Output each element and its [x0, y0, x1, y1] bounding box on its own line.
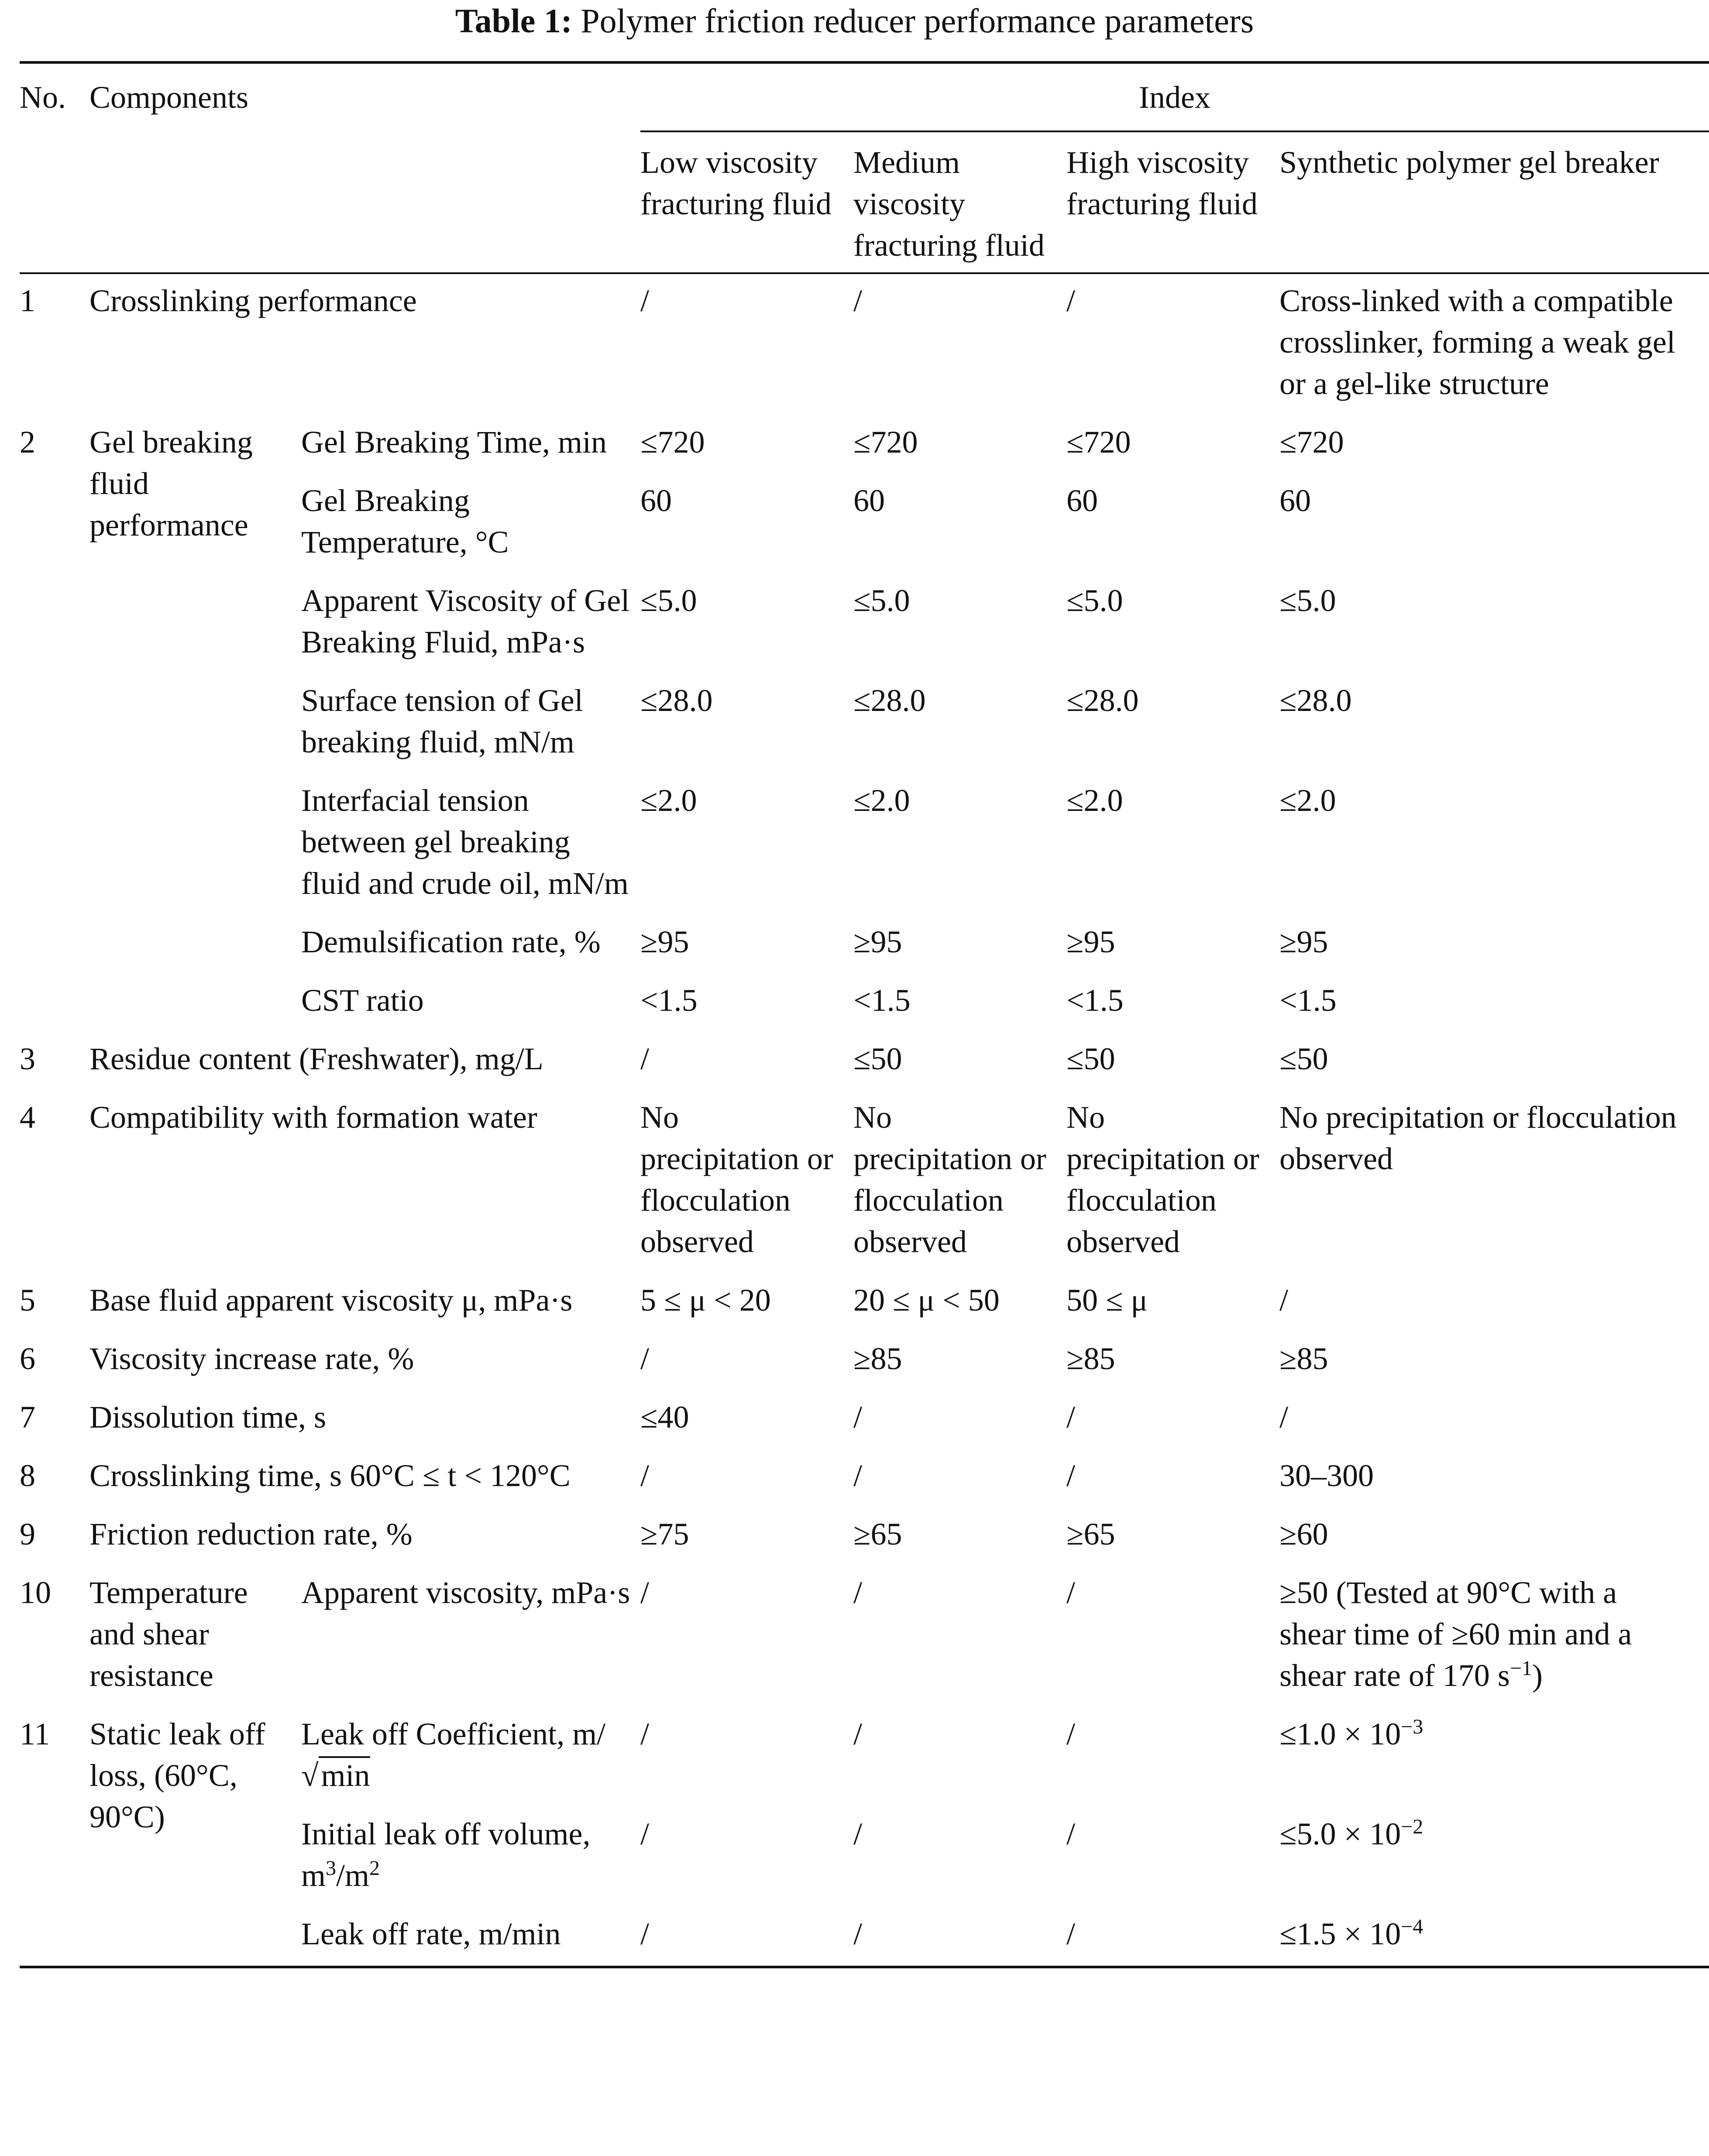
component-name: Crosslinking time, s 60°C ≤ t < 120°C: [89, 1458, 571, 1493]
sqrt-symbol: √: [301, 1758, 319, 1793]
value-medium: [853, 574, 1066, 674]
value-synthetic: [1279, 273, 1709, 415]
component-item-text: Leak off Coefficient, m/: [301, 1717, 606, 1751]
cell-text: <1.5: [640, 983, 698, 1018]
component-item: [301, 574, 640, 674]
cell-text: ≥60: [1279, 1517, 1328, 1552]
component-name: Residue content (Freshwater), mg/L: [89, 1041, 543, 1076]
value-high: [1066, 1707, 1279, 1807]
header-no: No.: [20, 80, 66, 115]
value-low: [640, 574, 853, 674]
value-low: [640, 1707, 853, 1807]
cell-text: ≤720: [640, 425, 705, 460]
component-name: Viscosity increase rate, %: [89, 1341, 414, 1376]
cell-text: /: [640, 1458, 650, 1493]
row-number: 3: [20, 1041, 35, 1076]
value-medium: [853, 915, 1066, 974]
cell-text: ≤50: [853, 1041, 902, 1076]
superscript: 3: [326, 1857, 337, 1880]
row-number: [20, 974, 89, 1032]
value-synthetic: [1279, 974, 1709, 1032]
cell-text: /: [1279, 1400, 1289, 1435]
value-synthetic: [1279, 474, 1709, 574]
cell-text: ≥95: [1279, 924, 1328, 959]
value-low: [640, 774, 853, 915]
header-components: Components: [89, 80, 249, 115]
cell-text: /: [640, 1041, 650, 1076]
table-row: [20, 415, 1709, 474]
header-col-high: High viscosity fracturing fluid: [1066, 145, 1258, 221]
cell-text: /: [1066, 1400, 1076, 1435]
superscript: −4: [1401, 1915, 1424, 1938]
cell-text: /: [640, 1341, 650, 1376]
row-number: 2: [20, 425, 35, 460]
cell-text: ≤50: [1066, 1041, 1115, 1076]
header-col-low: Low viscosity fracturing fluid: [640, 145, 832, 221]
value-medium: [853, 1807, 1066, 1907]
row-number: 8: [20, 1458, 35, 1493]
cell-text: ≥95: [853, 924, 902, 959]
component-item: [301, 674, 640, 774]
cell-text: /: [640, 1916, 650, 1951]
value-high: [1066, 1032, 1279, 1091]
table-caption-title: Polymer friction reducer performance parameters: [581, 2, 1254, 40]
component-item-text: Apparent viscosity, mPa·s: [301, 1575, 630, 1610]
value-high: [1066, 574, 1279, 674]
value-high: [1066, 1907, 1279, 1967]
cell-text: ≤720: [853, 425, 918, 460]
value-medium: [853, 1390, 1066, 1449]
cell-text: ≥85: [1279, 1341, 1328, 1376]
table-caption-label: Table 1:: [455, 2, 572, 40]
value-low: [640, 1091, 853, 1274]
value-low: [640, 974, 853, 1032]
value-high: [1066, 674, 1279, 774]
cell-text: ≥95: [640, 924, 689, 959]
cell-text: ≤2.0: [853, 783, 910, 818]
component-item: [301, 1807, 640, 1907]
value-synthetic: [1279, 1032, 1709, 1091]
cell-text: No precipitation or flocculation observed: [1279, 1100, 1677, 1176]
cell-text: ≤720: [1279, 425, 1344, 460]
component-item-text: Apparent Viscosity of Gel Breaking Fluid, mPa·s: [301, 583, 630, 659]
value-synthetic: [1279, 1566, 1709, 1707]
table-row: [20, 1390, 1709, 1449]
row-number: [20, 915, 89, 974]
cell-text: /: [1066, 1575, 1076, 1610]
component-item-text: CST ratio: [301, 983, 424, 1018]
value-synthetic: [1279, 1449, 1709, 1507]
table-row: [20, 1507, 1709, 1566]
superscript: −1: [1510, 1657, 1532, 1680]
row-number: [20, 674, 89, 774]
table-row: [20, 1332, 1709, 1390]
component-item-text: Gel Breaking Temperature, °C: [301, 483, 509, 560]
cell-text: ≥65: [853, 1517, 902, 1552]
cell-text: ≤2.0: [1066, 783, 1123, 818]
cell-text: /: [853, 1816, 863, 1851]
cell-text: ≤5.0: [853, 583, 910, 618]
component-item: [301, 415, 640, 474]
cell-text: 30–300: [1279, 1458, 1374, 1493]
value-low: [640, 273, 853, 415]
cell-text: ≤720: [1066, 425, 1131, 460]
component-item-text: Surface tension of Gel breaking fluid, mN/m: [301, 683, 583, 759]
cell-text: Cross-linked with a compatible crosslinker, forming a weak gel or a gel-like structure: [1279, 283, 1675, 401]
cell-text: ≥85: [1066, 1341, 1115, 1376]
superscript: −3: [1401, 1715, 1424, 1738]
cell-text: ≥50 (Tested at 90°C with a shear time of ≥60 min and a shear rate of 170 s: [1279, 1575, 1632, 1693]
cell-text: /: [640, 1575, 650, 1610]
value-synthetic: [1279, 1907, 1709, 1967]
component-name: Dissolution time, s: [89, 1400, 327, 1435]
row-number: 7: [20, 1400, 35, 1435]
cell-text: No precipitation or flocculation observed: [1066, 1100, 1259, 1259]
value-synthetic: [1279, 1332, 1709, 1390]
cell-text: 5 ≤ μ < 20: [640, 1283, 771, 1318]
cell-text: /: [1066, 1458, 1076, 1493]
value-medium: [853, 474, 1066, 574]
value-synthetic: [1279, 1707, 1709, 1807]
value-low: [640, 1274, 853, 1332]
value-medium: [853, 1449, 1066, 1507]
value-low: [640, 415, 853, 474]
cell-text: /: [640, 1717, 650, 1751]
value-medium: [853, 1274, 1066, 1332]
cell-text: /: [1066, 1816, 1076, 1851]
table-row: [20, 1091, 1709, 1274]
cell-text: 60: [853, 483, 885, 518]
value-high: [1066, 1566, 1279, 1707]
cell-text: <1.5: [1279, 983, 1337, 1018]
table-row: [20, 1449, 1709, 1507]
cell-text: ≤2.0: [640, 783, 697, 818]
value-low: [640, 674, 853, 774]
value-medium: [853, 1566, 1066, 1707]
table-row: [20, 1274, 1709, 1332]
cell-text: /: [640, 1816, 650, 1851]
value-synthetic: [1279, 1091, 1709, 1274]
value-medium: [853, 1032, 1066, 1091]
value-low: [640, 1390, 853, 1449]
cell-text: ≤5.0: [640, 583, 697, 618]
row-number: [20, 474, 89, 574]
row-number: 9: [20, 1517, 35, 1552]
cell-text: /: [853, 1575, 863, 1610]
value-low: [640, 1449, 853, 1507]
component-item: [301, 774, 640, 915]
cell-text: ≥75: [640, 1517, 689, 1552]
component-item-text: Gel Breaking Time, min: [301, 425, 607, 460]
header-col-synthetic: Synthetic polymer gel breaker: [1279, 145, 1659, 180]
cell-text: ≤5.0 × 10: [1279, 1816, 1401, 1851]
component-name: Compatibility with formation water: [89, 1100, 537, 1135]
unit-text: /m: [336, 1858, 370, 1893]
value-low: [640, 1332, 853, 1390]
value-synthetic: [1279, 574, 1709, 674]
value-synthetic: [1279, 1390, 1709, 1449]
value-medium: [853, 674, 1066, 774]
parameters-table: [20, 61, 1709, 1968]
value-low: [640, 1032, 853, 1091]
cell-text: /: [1066, 1916, 1076, 1951]
value-low: [640, 474, 853, 574]
value-synthetic: [1279, 1807, 1709, 1907]
row-number: [20, 1907, 89, 1967]
superscript: −2: [1401, 1815, 1424, 1838]
cell-text: ≤5.0: [1279, 583, 1336, 618]
value-synthetic: [1279, 415, 1709, 474]
row-number: 1: [20, 283, 35, 318]
value-medium: [853, 415, 1066, 474]
component-item: [301, 1566, 640, 1707]
cell-text-tail: ): [1532, 1658, 1543, 1693]
cell-text: /: [1066, 283, 1076, 318]
row-number: [20, 1807, 89, 1907]
superscript: 2: [369, 1857, 380, 1880]
value-synthetic: [1279, 774, 1709, 915]
row-number: 6: [20, 1341, 35, 1376]
component-group: Gel breaking fluid performance: [89, 425, 253, 542]
cell-text: /: [853, 1916, 863, 1951]
cell-text: ≤5.0: [1066, 583, 1123, 618]
row-number: [20, 574, 89, 674]
cell-text: /: [1066, 1717, 1076, 1751]
value-high: [1066, 774, 1279, 915]
value-high: [1066, 1390, 1279, 1449]
component-name: Base fluid apparent viscosity μ, mPa·s: [89, 1283, 573, 1318]
value-low: [640, 1566, 853, 1707]
cell-text: ≤50: [1279, 1041, 1328, 1076]
component-group: Static leak off loss, (60°C, 90°C): [89, 1717, 265, 1834]
cell-text: /: [640, 283, 650, 318]
cell-text: No precipitation or flocculation observed: [853, 1100, 1046, 1259]
header-col-medium: Medium viscosity fracturing fluid: [853, 145, 1045, 263]
value-high: [1066, 915, 1279, 974]
cell-text: ≤28.0: [1066, 683, 1139, 718]
value-high: [1066, 1332, 1279, 1390]
cell-text: ≤2.0: [1279, 783, 1336, 818]
cell-text: ≤1.0 × 10: [1279, 1717, 1401, 1751]
component-item: [301, 1707, 640, 1807]
component-item: [301, 974, 640, 1032]
value-low: [640, 1907, 853, 1967]
value-low: [640, 915, 853, 974]
row-number: 10: [20, 1575, 51, 1610]
cell-text: /: [853, 283, 863, 318]
component-name: Friction reduction rate, %: [89, 1517, 413, 1552]
component-item: [301, 915, 640, 974]
cell-text: <1.5: [1066, 983, 1124, 1018]
value-high: [1066, 415, 1279, 474]
cell-text: No precipitation or flocculation observed: [640, 1100, 833, 1259]
row-number: 4: [20, 1100, 35, 1135]
value-synthetic: [1279, 915, 1709, 974]
component-item-text: Interfacial tension between gel breaking fluid and crude oil, mN/m: [301, 783, 629, 901]
cell-text: /: [853, 1458, 863, 1493]
cell-text: ≥85: [853, 1341, 902, 1376]
value-high: [1066, 1449, 1279, 1507]
value-low: [640, 1807, 853, 1907]
value-high: [1066, 1091, 1279, 1274]
component-group: Temperature and shear resistance: [89, 1575, 248, 1693]
value-medium: [853, 1507, 1066, 1566]
row-number: 11: [20, 1717, 50, 1751]
value-medium: [853, 1091, 1066, 1274]
cell-text: /: [853, 1717, 863, 1751]
cell-text: 60: [1066, 483, 1098, 518]
value-high: [1066, 273, 1279, 415]
cell-text: 50 ≤ μ: [1066, 1283, 1148, 1318]
value-synthetic: [1279, 1507, 1709, 1566]
value-medium: [853, 1332, 1066, 1390]
table-caption: [0, 0, 1709, 41]
component-item-text: Leak off rate, m/min: [301, 1916, 561, 1951]
component-name: Crosslinking performance: [89, 283, 417, 318]
cell-text: ≤28.0: [640, 683, 713, 718]
table-row: [20, 273, 1709, 415]
cell-text: ≤40: [640, 1400, 689, 1435]
component-item-text: Demulsification rate, %: [301, 924, 601, 959]
cell-text: ≤1.5 × 10: [1279, 1916, 1401, 1951]
value-high: [1066, 974, 1279, 1032]
value-high: [1066, 474, 1279, 574]
cell-text: <1.5: [853, 983, 911, 1018]
value-high: [1066, 1807, 1279, 1907]
value-medium: [853, 1907, 1066, 1967]
value-medium: [853, 774, 1066, 915]
row-number: 5: [20, 1283, 35, 1318]
header-index: Index: [640, 62, 1709, 131]
table-row: [20, 1032, 1709, 1091]
value-medium: [853, 974, 1066, 1032]
component-item: [301, 1907, 640, 1967]
cell-text: /: [1279, 1283, 1289, 1318]
component-item-text: Initial leak off volume, m: [301, 1816, 591, 1893]
cell-text: ≤28.0: [853, 683, 926, 718]
value-high: [1066, 1507, 1279, 1566]
cell-text: 60: [640, 483, 672, 518]
value-high: [1066, 1274, 1279, 1332]
cell-text: ≥65: [1066, 1517, 1115, 1552]
sqrt-radicand: min: [319, 1756, 370, 1793]
component-item: [301, 474, 640, 574]
value-medium: [853, 273, 1066, 415]
cell-text: /: [853, 1400, 863, 1435]
value-low: [640, 1507, 853, 1566]
row-number: [20, 774, 89, 915]
value-synthetic: [1279, 1274, 1709, 1332]
cell-text: 60: [1279, 483, 1311, 518]
value-synthetic: [1279, 674, 1709, 774]
cell-text: ≤28.0: [1279, 683, 1352, 718]
table-row: [20, 1566, 1709, 1707]
value-medium: [853, 1707, 1066, 1807]
table-row: [20, 1707, 1709, 1807]
cell-text: 20 ≤ μ < 50: [853, 1283, 1000, 1318]
cell-text: ≥95: [1066, 924, 1115, 959]
